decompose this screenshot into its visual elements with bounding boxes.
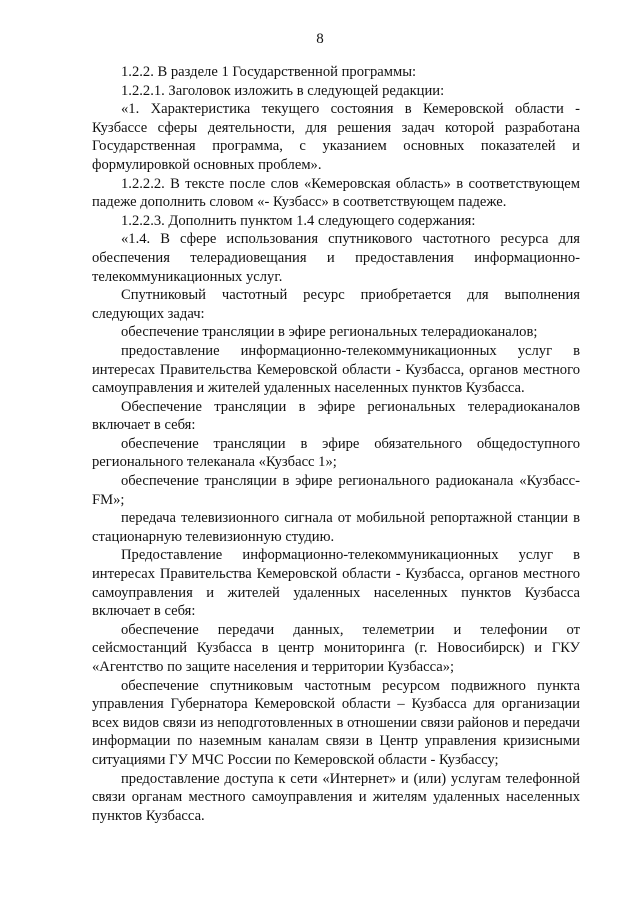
paragraph: передача телевизионного сигнала от мобильной репортажной станции в стационарную телевизионную студию. (92, 510, 580, 545)
paragraph: 1.2.2.1. Заголовок изложить в следующей редакции: (121, 82, 445, 99)
paragraph: 1.2.2. В разделе 1 Государственной программы: (121, 64, 417, 80)
paragraph: обеспечение трансляции в эфире регионального радиоканала «Кузбасс-FM»; (92, 473, 580, 508)
paragraph: Предоставление информационно-телекоммуникационных услуг в интересах Правительства Кемеровской области - Кузбасса, органов местного самоуправления и жителей удаленных населенных пунктов Кузбасса включает в себя: (92, 547, 580, 620)
paragraph: «1.4. В сфере использования спутникового частотного ресурса для обеспечения телерадиовещания и предоставления информационно-телекоммуникационных услуг. (92, 231, 580, 285)
paragraph: предоставление доступа к сети «Интернет» и (или) услугам телефонной связи органам местного самоуправления и жителям удаленных населенных пунктов Кузбасса. (92, 770, 580, 824)
paragraph: «1. Характеристика текущего состояния в Кемеровской области - Кузбассе сферы деятельности, для решения задач которой разработана Государственная программа, с указанием основных показателей и формулировкой основных проблем». (92, 101, 580, 173)
paragraph: 1.2.2.3. Дополнить пунктом 1.4 следующего содержания: (121, 212, 476, 229)
page-number: 8 (316, 31, 324, 47)
document-body (92, 63, 580, 825)
paragraph: обеспечение трансляции в эфире региональных телерадиоканалов; (121, 324, 538, 341)
paragraph: Обеспечение трансляции в эфире региональных телерадиоканалов включает в себя: (92, 398, 580, 434)
paragraph: 1.2.2.2. В тексте после слов «Кемеровская область» в соответствующем падеже дополнить словом «- Кузбасс» в соответствующем падеже. (92, 175, 580, 211)
paragraph: обеспечение передачи данных, телеметрии и телефонии от сейсмостанций Кузбасса в центр мониторинга (г. Новосибирск) и ГКУ «Агентство по защите населения и территории Кузбасса»; (92, 621, 580, 675)
paragraph: обеспечение трансляции в эфире обязательного общедоступного регионального телеканала «Кузбасс 1»; (92, 435, 580, 471)
paragraph: Спутниковый частотный ресурс приобретается для выполнения следующих задач: (92, 287, 580, 322)
paragraph: обеспечение спутниковым частотным ресурсом подвижного пункта управления Губернатора Кемеровской области – Кузбасса для организации всех видов связи из неподготовленных в отношении связи районов и передачи информации по наземным каналам связи в Центр управления кризисными ситуациями ГУ МЧС России по Кемеровской области - Кузбассу; (92, 677, 580, 768)
paragraph: предоставление информационно-телекоммуникационных услуг в интересах Правительства Кемеровской области - Кузбасса, органов местного самоуправления и жителей удаленных населенных пунктов Кузбасса. (92, 342, 580, 397)
